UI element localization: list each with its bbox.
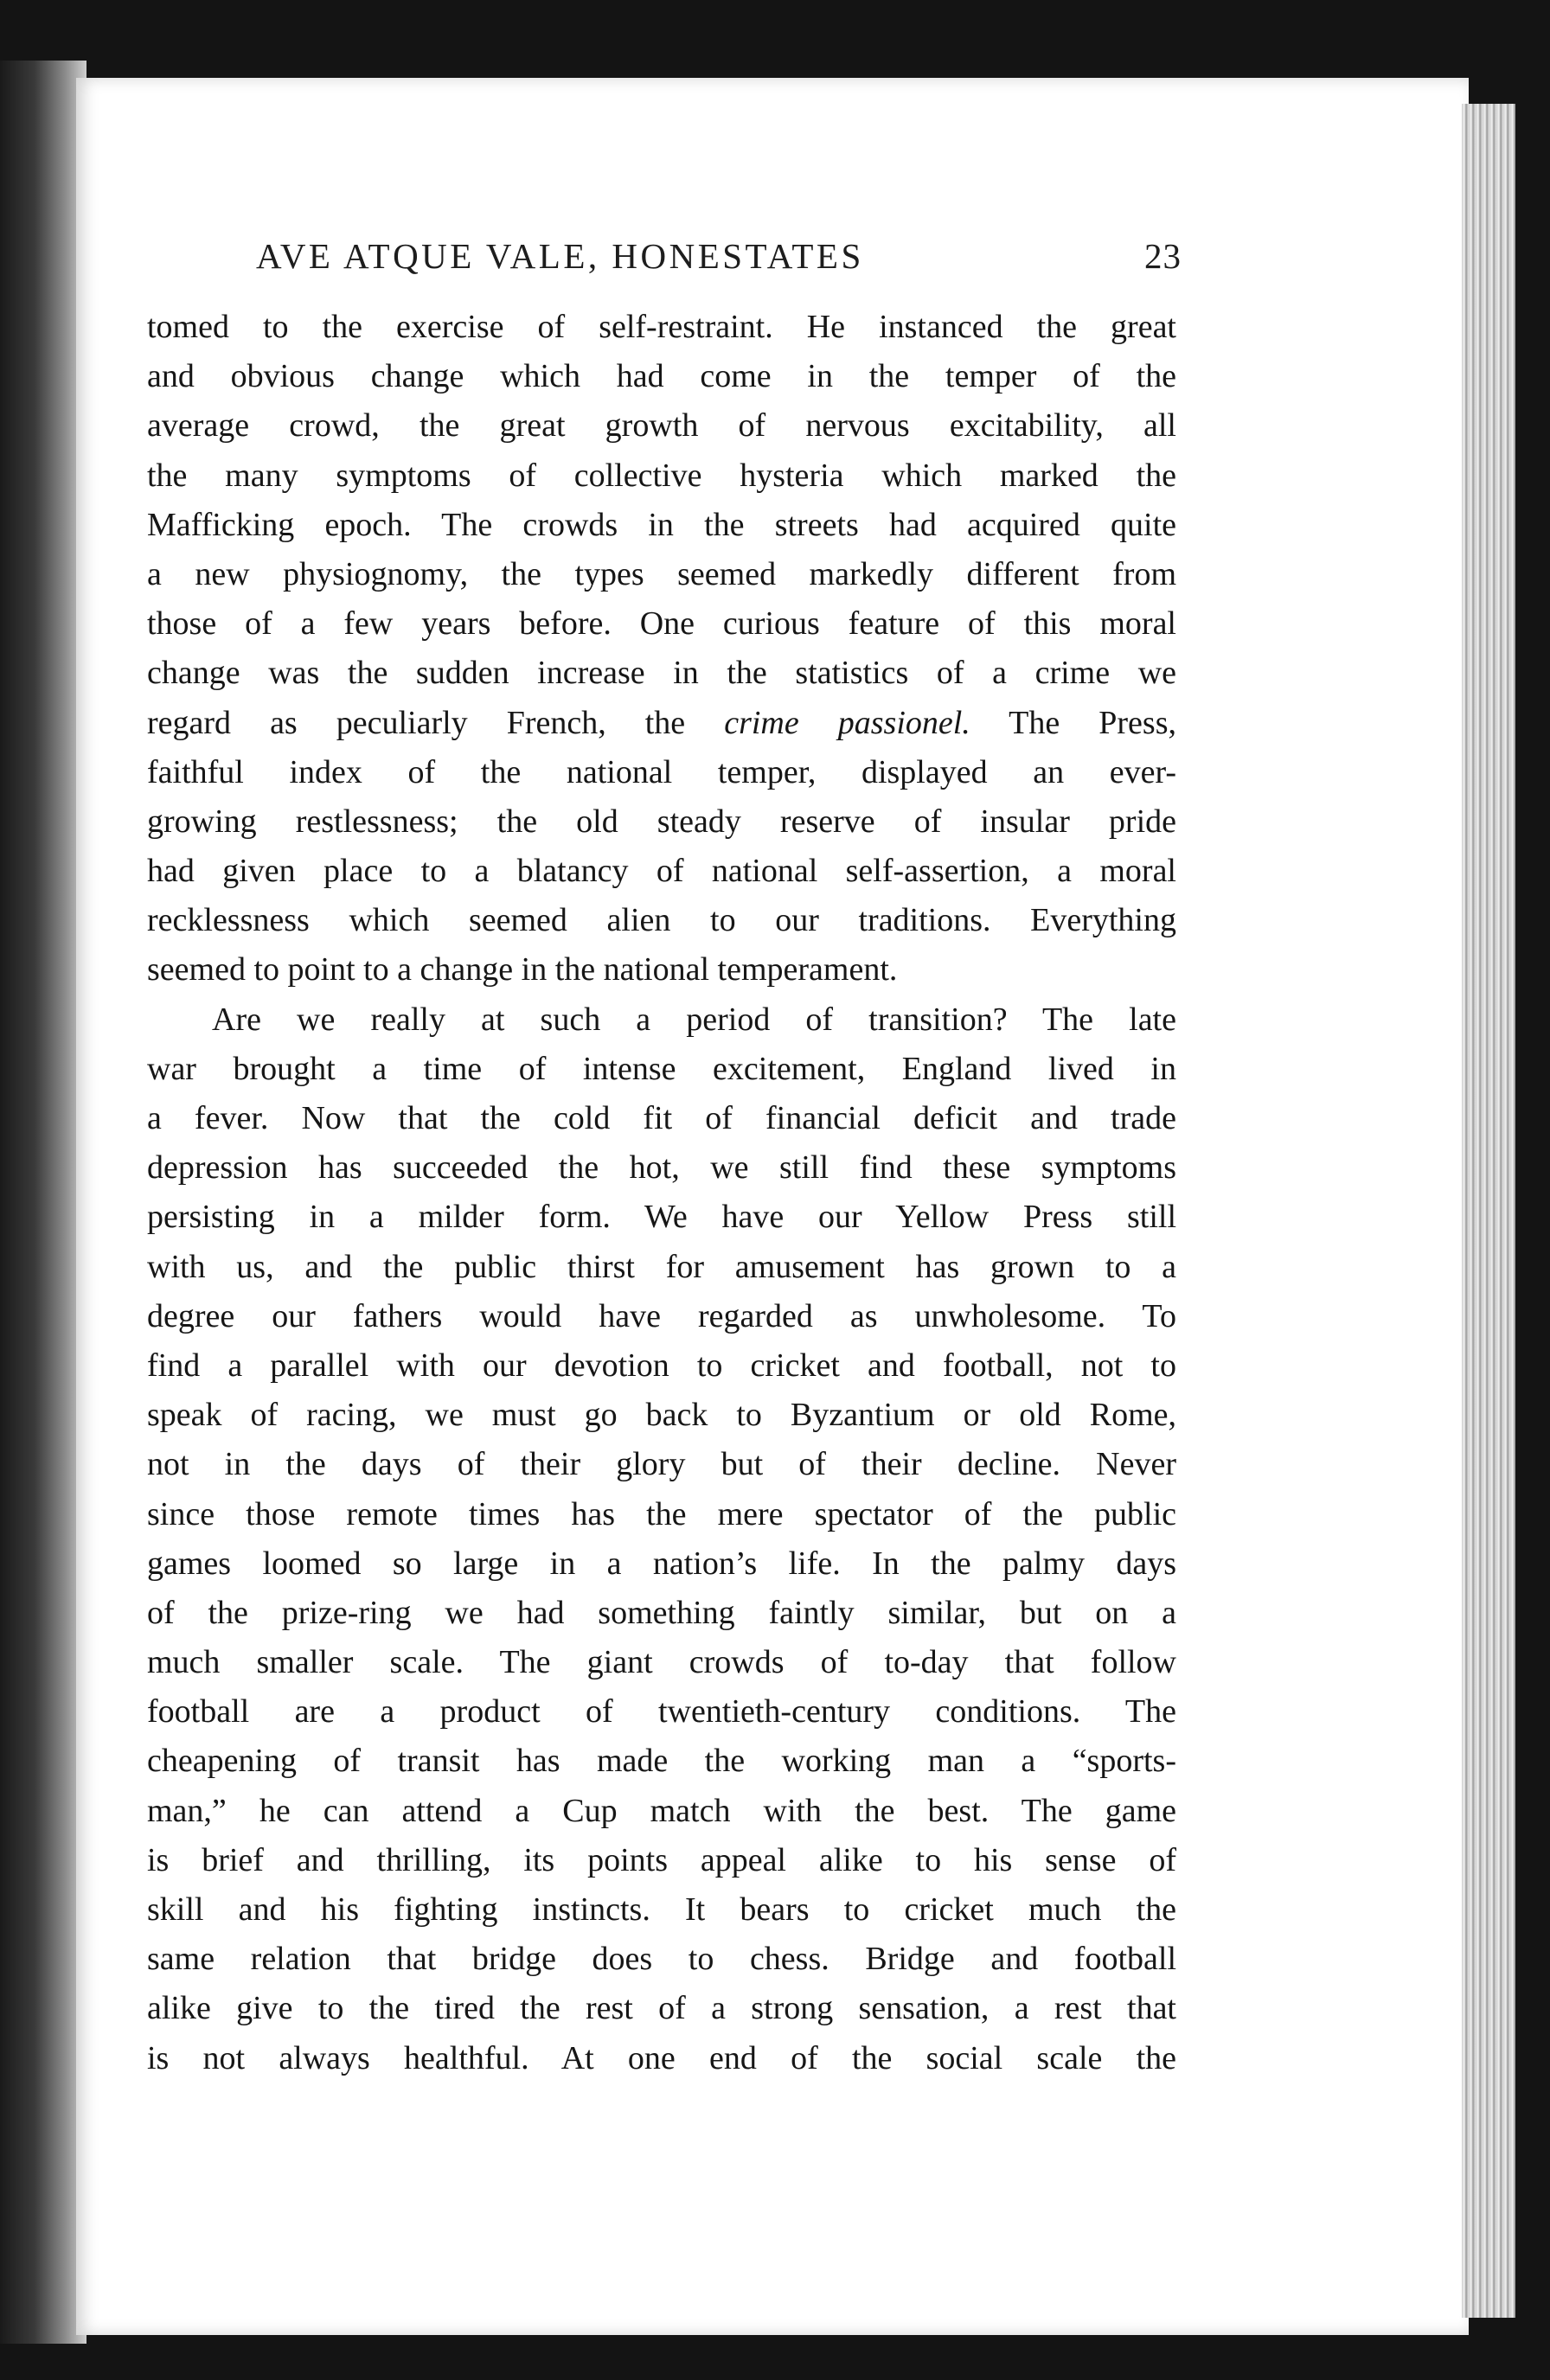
text-line: football are a product of twentieth-century conditions. The	[147, 1693, 1176, 1731]
text-line: growing restlessness; the old steady reserve of insular pride	[147, 803, 1176, 840]
text-line: is brief and thrilling, its points appeal alike to his sense of	[147, 1841, 1176, 1878]
running-head	[256, 235, 1182, 287]
page-stack-edges	[1462, 104, 1515, 2318]
text-line: had given place to a blatancy of national self-assertion, a moral	[147, 853, 1176, 890]
text-line: recklessness which seemed alien to our traditions. Everything	[147, 902, 1176, 939]
text-line: games loomed so large in a nation’s life. In the palmy days	[147, 1545, 1176, 1582]
text-line: degree our fathers would have regarded as unwholesome. To	[147, 1297, 1176, 1334]
text-line: same relation that bridge does to chess. Bridge and football	[147, 1941, 1176, 1978]
text-line: the many symptoms of collective hysteria which marked the	[147, 457, 1176, 494]
text-line: find a parallel with our devotion to cricket and football, not to	[147, 1347, 1176, 1384]
text-line: depression has succeeded the hot, we still find these symptoms	[147, 1149, 1176, 1187]
text-line-with-italic	[147, 699, 1176, 748]
running-head-title: AVE ATQUE VALE, HONESTATES	[256, 236, 864, 276]
text-line: change was the sudden increase in the statistics of a crime we	[147, 655, 1176, 692]
text-line: tomed to the exercise of self-restraint. He instanced the great	[147, 309, 1176, 345]
text-line: cheapening of transit has made the working man a “sports-	[147, 1743, 1176, 1780]
text-segment: regard as peculiarly French, the	[147, 704, 725, 741]
text-line: skill and his fighting instincts. It bears to cricket much the	[147, 1891, 1176, 1928]
text-line: Are we really at such a period of transition? The late	[212, 1001, 1176, 1038]
text-line: seemed to point to a change in the national temperament.	[147, 951, 898, 988]
text-line: and obvious change which had come in the temper of the	[147, 358, 1176, 395]
text-line: those of a few years before. One curious feature of this moral	[147, 605, 1176, 643]
text-line: is not always healthful. At one end of the social scale the	[147, 2039, 1176, 2076]
page-number: 23	[1144, 236, 1182, 276]
text-line: speak of racing, we must go back to Byzantium or old Rome,	[147, 1397, 1176, 1434]
italic-phrase: crime passionel.	[724, 704, 970, 741]
text-line: man,” he can attend a Cup match with the best. The game	[147, 1792, 1176, 1829]
book-gutter-shadow	[0, 61, 86, 2344]
text-line: faithful index of the national temper, displayed an ever-	[147, 753, 1176, 790]
text-segment: The Press,	[970, 704, 1176, 741]
text-line: of the prize-ring we had something faintly similar, but on a	[147, 1594, 1176, 1631]
text-line: war brought a time of intense excitement, England lived in	[147, 1050, 1176, 1087]
text-line: since those remote times has the mere spectator of the public	[147, 1495, 1176, 1532]
text-line: Mafficking epoch. The crowds in the streets had acquired quite	[147, 506, 1176, 543]
text-line: a fever. Now that the cold fit of financial deficit and trade	[147, 1100, 1176, 1136]
body-text	[147, 303, 1176, 2083]
text-line: not in the days of their glory but of their decline. Never	[147, 1446, 1176, 1483]
text-line: average crowd, the great growth of nervous excitability, all	[147, 407, 1176, 445]
text-line: much smaller scale. The giant crowds of to-day that follow	[147, 1644, 1176, 1681]
text-line: a new physiognomy, the types seemed markedly different from	[147, 555, 1176, 592]
text-line: with us, and the public thirst for amusement has grown to a	[147, 1248, 1176, 1285]
text-line: persisting in a milder form. We have our Yellow Press still	[147, 1199, 1176, 1236]
text-line: alike give to the tired the rest of a strong sensation, a rest that	[147, 1990, 1176, 2027]
